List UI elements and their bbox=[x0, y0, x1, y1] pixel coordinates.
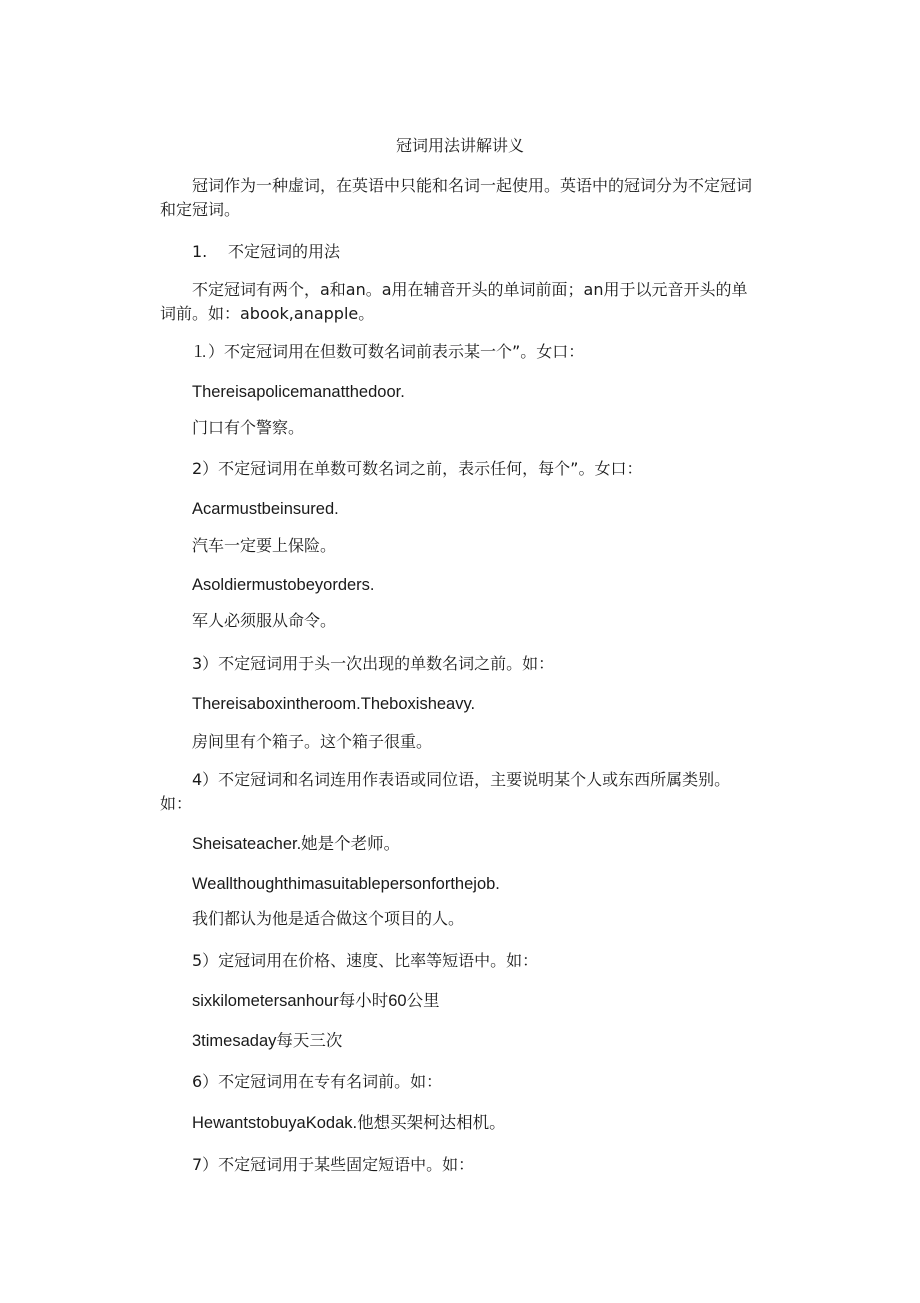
rule-2-example-en-1: Acarmustbeinsured. bbox=[192, 500, 339, 518]
section-heading bbox=[192, 242, 340, 262]
rule-4-example-en-2: Weallthoughthimasuitablepersonforthejob. bbox=[192, 875, 500, 893]
page-title: 冠词用法讲解讲义 bbox=[395, 136, 524, 155]
rule-3: 3）不定冠词用于头一次出现的单数名词之前。如： bbox=[192, 654, 555, 673]
rule-4-example-zh-2: 我们都认为他是适合做这个项目的人。 bbox=[192, 909, 465, 928]
rule-7: 7）不定冠词用于某些固定短语中。如： bbox=[192, 1155, 475, 1174]
rule-6-example: HewantstobuyaKodak.他想买架柯达相机。 bbox=[192, 1114, 506, 1132]
rule-5: 5）定冠词用在价格、速度、比率等短语中。如： bbox=[192, 951, 539, 970]
rule-5-example-2: 3timesaday每天三次 bbox=[192, 1032, 343, 1050]
intro-paragraph: 冠词作为一种虚词，在英语中只能和名词一起使用。英语中的冠词分为不定冠词和定冠词。 bbox=[160, 176, 753, 219]
rule-1: ⒈）不定冠词用在但数可数名词前表示某一个”。女口： bbox=[192, 342, 585, 361]
rule-2-example-en-2: Asoldiermustobeyorders. bbox=[192, 576, 375, 594]
section-intro-paragraph: 不定冠词有两个，a和an。a用在辅音开头的单词前面；an用于以元音开头的单词前。如：abook,anapple。 bbox=[160, 280, 748, 323]
rule-5-example-1: sixkilometersanhour每小时60公里 bbox=[192, 992, 440, 1010]
rule-2: 2）不定冠词用在单数可数名词之前，表示任何，每个”。女口： bbox=[192, 459, 643, 478]
rule-4: 4）不定冠词和名词连用作表语或同位语，主要说明某个人或东西所属类别。如： bbox=[160, 770, 731, 813]
rule-3-example-zh: 房间里有个箱子。这个箱子很重。 bbox=[192, 732, 433, 751]
rule-1-example-zh: 门口有个警察。 bbox=[192, 418, 305, 437]
section-number: 1. bbox=[192, 242, 208, 261]
rule-1-example-en: Thereisapolicemanatthedoor. bbox=[192, 383, 405, 401]
section-label: 不定冠词的用法 bbox=[228, 242, 341, 261]
rule-2-example-zh-2: 军人必须服从命令。 bbox=[192, 611, 337, 630]
rule-6: 6）不定冠词用在专有名词前。如： bbox=[192, 1072, 443, 1091]
rule-2-example-zh-1: 汽车一定要上保险。 bbox=[192, 536, 337, 555]
rule-4-example-1: Sheisateacher.她是个老师。 bbox=[192, 835, 401, 853]
rule-3-example-en: Thereisaboxintheroom.Theboxisheavy. bbox=[192, 695, 476, 713]
